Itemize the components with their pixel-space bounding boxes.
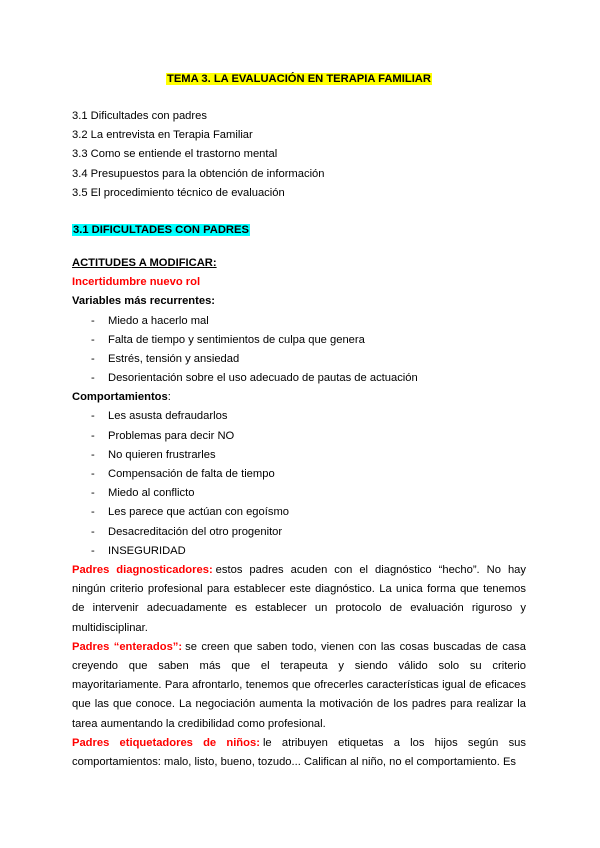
dash-bullet: -: [91, 506, 95, 519]
attitudes-heading: ACTITUDES A MODIFICAR:: [72, 256, 217, 269]
dash-bullet: -: [91, 448, 95, 461]
list-item-text: Les parece que actúan con egoísmo: [108, 506, 289, 519]
table-of-contents: [72, 107, 526, 203]
toc-item: 3.4 Presupuestos para la obtención de información: [72, 167, 325, 180]
list-item-text: INSEGURIDAD: [108, 544, 186, 557]
list-item: [72, 484, 526, 503]
document-title: TEMA 3. LA EVALUACIÓN EN TERAPIA FAMILIAR: [167, 73, 431, 85]
list-item: [72, 331, 526, 350]
list-item: [72, 427, 526, 446]
dash-bullet: -: [91, 314, 95, 327]
dash-bullet: -: [91, 333, 95, 346]
section-heading-row: [72, 219, 526, 241]
paragraph-label: Padres diagnosticadores:: [72, 563, 213, 576]
document-page: [72, 68, 526, 772]
behaviours-heading-line: [72, 388, 526, 407]
list-item-text: Les asusta defraudarlos: [108, 410, 228, 423]
list-item-text: Miedo a hacerlo mal: [108, 314, 209, 327]
role-heading: Incertidumbre nuevo rol: [72, 276, 201, 289]
list-item: [72, 523, 526, 542]
dash-bullet: -: [91, 468, 95, 480]
behaviours-heading: Comportamientos: [72, 391, 168, 404]
paragraph-label: Padres etiquetadores de niños:: [72, 736, 260, 749]
list-item: [72, 542, 526, 561]
dash-bullet: -: [91, 372, 95, 385]
dash-bullet: -: [91, 352, 95, 365]
list-item: [72, 446, 526, 465]
title-row: [72, 68, 526, 90]
paragraph-etiquetadores: [72, 734, 526, 772]
list-item-text: Desorientación sobre el uso adecuado de pautas de actuación: [108, 372, 418, 385]
dash-bullet: -: [91, 525, 95, 538]
dash-bullet: -: [91, 429, 95, 442]
paragraph-text: le atribuyen etiquetas a los hijos según sus comportamientos: malo, listo, bueno, tozudo... Califican al niño, no el comportamiento. Es: [72, 736, 526, 768]
paragraph-enterados: [72, 638, 526, 734]
paragraph-label: Padres “enterados”:: [72, 640, 183, 653]
toc-item: 3.2 La entrevista en Terapia Familiar: [72, 129, 253, 142]
variables-heading: Variables más recurrentes:: [72, 295, 216, 308]
list-item-text: Falta de tiempo y sentimientos de culpa que genera: [108, 333, 365, 346]
dash-bullet: -: [91, 487, 95, 500]
list-item-text: Problemas para decir NO: [108, 429, 235, 442]
section-heading: 3.1 DIFICULTADES CON PADRES: [73, 223, 249, 236]
behaviours-list: [72, 407, 526, 561]
dash-bullet: -: [91, 410, 95, 423]
paragraph-diagnosticadores: [72, 561, 526, 638]
toc-item: 3.1 Dificultades con padres: [72, 110, 207, 122]
list-item: [72, 465, 526, 484]
list-item: [72, 369, 526, 388]
paragraph-text: estos padres acuden con el diagnóstico “hecho”. No hay ningún criterio profesional para establecer este diagnóstico. La unica forma que tenemos de intervenir adecuadamente es establecer un protocolo de evaluación riguroso y multidisciplinar.: [72, 563, 526, 634]
list-item-text: Miedo al conflicto: [108, 487, 195, 500]
list-item: [72, 312, 526, 331]
list-item-text: Desacreditación del otro progenitor: [108, 525, 283, 538]
list-item-text: No quieren frustrarles: [108, 448, 216, 461]
behaviours-colon: :: [167, 391, 171, 404]
list-item: [72, 503, 526, 522]
toc-item: 3.3 Como se entiende el trastorno mental: [72, 148, 278, 161]
dash-bullet: -: [91, 544, 95, 557]
variables-list: [72, 312, 526, 389]
list-item: [72, 350, 526, 369]
paragraph-text: se creen que saben todo, vienen con las cosas buscadas de casa creyendo que saben más que el terapeuta y siendo válido solo su criterio mayoritariamente. Para afrontarlo, tenemos que ofrecerles características igual de eficaces que las que conoce. La negociación aumenta la motivación de los padres para realizar la tarea aumentando la credibilidad como profesional.: [72, 640, 526, 730]
toc-item: 3.5 El procedimiento técnico de evaluación: [72, 186, 285, 199]
list-item-text: Compensación de falta de tiempo: [108, 468, 275, 480]
list-item-text: Estrés, tensión y ansiedad: [108, 352, 240, 365]
list-item: [72, 407, 526, 426]
